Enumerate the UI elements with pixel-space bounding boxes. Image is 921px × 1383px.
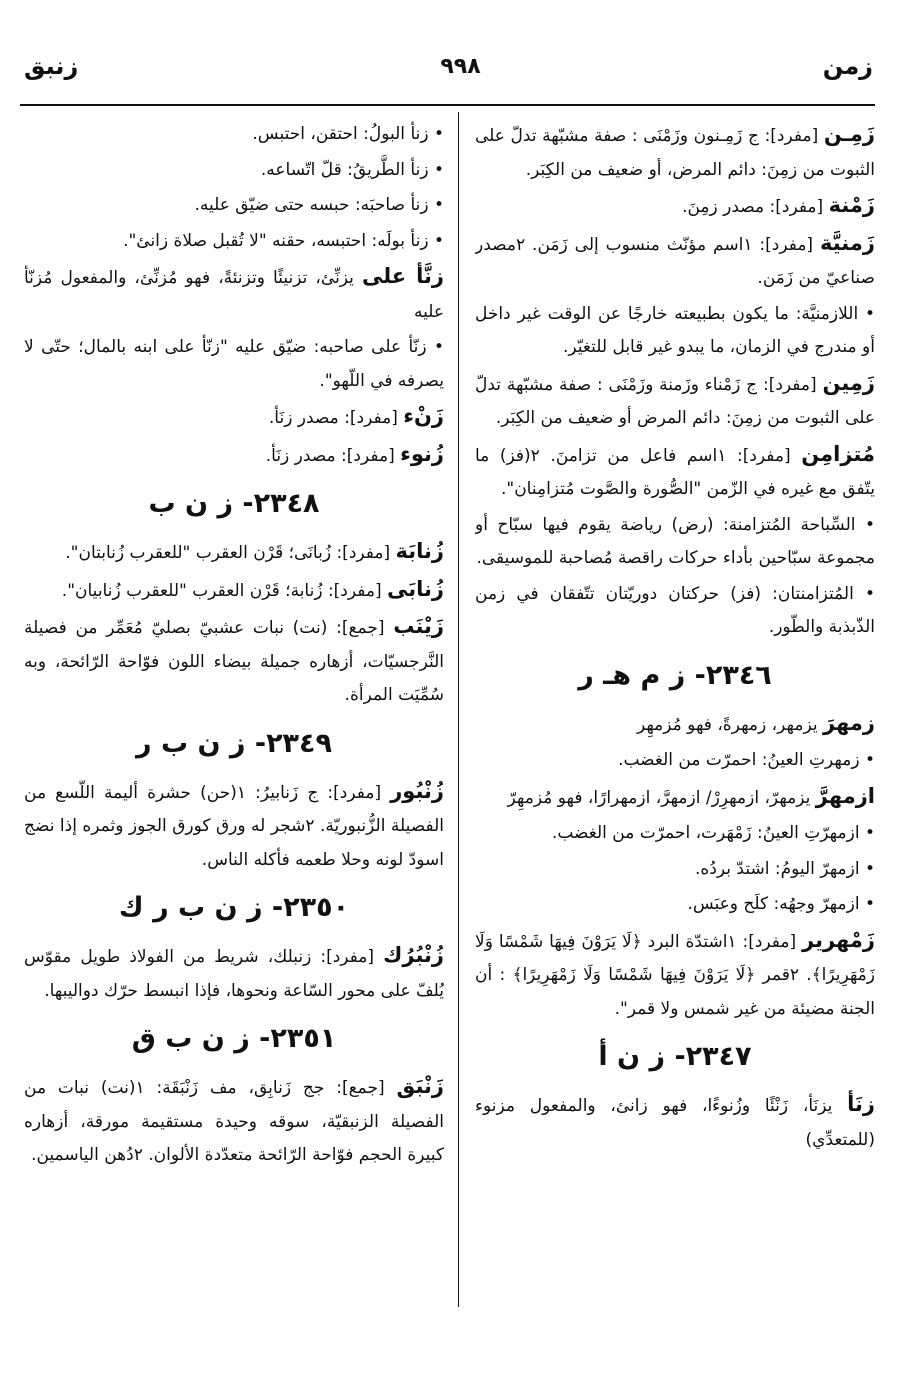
- usage-example: [475, 853, 875, 887]
- entry-definition: [مفرد]: ١اسم مؤنّث منسوب إلى زَمَن. ٢مصدر صناعيّ من زَمَن.: [475, 234, 875, 288]
- entry-definition: يزمهر، زمهرةً، فهو مُزمهِر: [636, 714, 823, 735]
- entry-definition: [جمع]: جج زَنابِق، مف زَنْبَقَة: ١(نت) نبات من الفصيلة الزنبقيّة، سوقه وحيدة مستقيمة مورقة، أزهاره كبيرة الحجم فوّاحة الرّائحة متعدّدة الألوان. ٢دُهن الياسمين.: [24, 1078, 444, 1165]
- dictionary-entry: [475, 707, 875, 743]
- dictionary-entry: [24, 260, 444, 329]
- entry-headword: زَيْنَب: [393, 614, 444, 638]
- left-column: [24, 118, 444, 1308]
- usage-example: [24, 118, 444, 152]
- entry-headword: زَنْبَق: [396, 1074, 444, 1098]
- entry-definition: [مفرد]: مصدر زمِنَ.: [682, 197, 829, 217]
- usage-example: [475, 744, 875, 778]
- entry-headword: زَمْنة: [828, 193, 875, 217]
- header-right-word: زمن: [822, 52, 873, 80]
- usage-text: اللازمنيَّة: ما يكون بطبيعته خارجًا عن الوقت غير داخل أو مندرج في الزمان، ما يبدو غير قابل للتغيّر.: [475, 303, 875, 357]
- entry-headword: زَمنيَّة: [820, 230, 875, 255]
- usage-text: زنأ صاحبَه: حبسه حتى ضيّق عليه.: [194, 195, 429, 215]
- entry-definition: [مفرد]: زنبلك، شريط من الفولاذ طويل مقوّس يُلفّ على محور السّاعة ونحوها، فإذا انبسط حرّك دواليبها.: [24, 947, 444, 1001]
- dictionary-entry: [475, 924, 875, 1027]
- entry-headword: زُنْبُرُك: [383, 943, 444, 967]
- usage-text: المُتزامنتان: (فز) حركتان دوريّتان تتّفقان في زمن الذّبذبة والطّور.: [475, 583, 875, 637]
- usage-example: [24, 225, 444, 259]
- entry-definition: [مفرد]: ١اشتدّة البرد ﴿لَا يَرَوْنَ فِيهَا شَمْسًا وَلَا زَمْهَرِيرًا﴾. ٢قمر ﴿لَا يَرَوْنَ فِيهَا شَمْسًا وَلَا زَمْهَرِيرًا﴾ : أن الجنة مضيئة من غير شمس ولا قمر".: [475, 931, 875, 1019]
- header-left-word: زنبق: [24, 52, 79, 80]
- usage-text: ازمهرّ وجهُه: كلَح وعبَس.: [687, 894, 860, 914]
- usage-text: ازمهرّ اليومُ: اشتدّ بردُه.: [695, 858, 860, 879]
- usage-text: ازمهرّتِ العينُ: زَمْهَرت، احمرّت من الغضب.: [551, 823, 860, 843]
- usage-text: زنّأ على صاحبه: ضيّق عليه "زنّأ على ابنه بالمال؛ حتّى لا يصرفه في اللّهو".: [24, 337, 444, 391]
- entry-headword: زَمِين: [822, 370, 875, 395]
- entry-definition: يزنَأ، زَنْئًا وزُنوءًا، فهو زانئ، والمفعول مزنوء (للمتعدِّي): [475, 1096, 875, 1150]
- entry-definition: [جمع]: (نت) نبات عشبيّ بصليّ مُعَمِّر من فصيلة النَّرجسيّات، أزهاره جميلة بيضاء اللون فوّاحة الرّائحة، وبه سُمِّيَت المرأة.: [24, 618, 444, 705]
- dictionary-entry: [24, 438, 444, 474]
- usage-example: [24, 154, 444, 188]
- header-rule: [20, 104, 875, 106]
- dictionary-entry: [475, 189, 875, 225]
- entry-headword: زنَّأ على: [361, 264, 444, 288]
- entry-definition: [مفرد]: مصدر زنَأ.: [268, 408, 404, 428]
- entry-headword: زَمِـن: [823, 122, 875, 146]
- usage-text: زنأ بولَه: احتبسه، حقنه "لا تُقبل صلاة زانئ".: [123, 230, 429, 251]
- dictionary-entry: [475, 1088, 875, 1157]
- root-section-heading: ٢٣٤٦- ز م هـ ر: [578, 659, 772, 691]
- usage-example: [475, 509, 875, 576]
- dictionary-entry: [475, 438, 875, 507]
- entry-definition: [مفرد]: زُبانَى؛ قَرْن العقرب "للعقرب زُنابتان".: [65, 543, 396, 563]
- usage-text: زمهرتِ العينُ: احمرّت من الغضب.: [618, 750, 860, 770]
- page-number: ٩٩٨: [440, 54, 481, 79]
- entry-headword: زُنابَة: [395, 539, 444, 563]
- dictionary-entry: [24, 1070, 444, 1173]
- usage-example: [475, 298, 875, 365]
- entry-definition: [مفرد]: ١اسم فاعل من تزامنَ. ٢(فز) ما يتّفق مع غيره في الزّمن "الصُّورة والصَّوت مُتزامِنان".: [475, 445, 875, 499]
- usage-example: [475, 578, 875, 645]
- usage-example: [24, 331, 444, 398]
- dictionary-entry: [24, 610, 444, 713]
- dictionary-entry: [24, 400, 444, 436]
- dictionary-entry: [475, 367, 875, 436]
- entry-definition: يزمهرّ، ازمهرِرْ/ ازمهرَّ، ازمهرارًا، فهو مُزمهِرّ: [507, 787, 816, 808]
- dictionary-entry: [475, 780, 875, 816]
- usage-text: زنأ البولُ: احتقن، احتبس.: [252, 124, 429, 144]
- usage-text: السِّباحة المُتزامنة: (رض) رياضة يقوم فيها سبّاح أو مجموعة سبّاحين بأداء حركات راقصة مُصاحبة للموسيقى.: [475, 514, 875, 568]
- root-section-heading: ٢٣٤٨- ز ن ب: [148, 488, 320, 519]
- dictionary-entry: [475, 118, 875, 187]
- root-section-heading: ٢٣٥٠- ز ن ب ر ك: [118, 892, 350, 923]
- entry-definition: [مفرد]: ج زَمِـنون وزَمْنَى : صفة مشبّهة تدلّ على الثبوت من زمِنَ: دائم المرض، أو ضعيف من الكِبَر.: [475, 126, 875, 180]
- entry-headword: زَنْء: [403, 404, 444, 428]
- entry-headword: زُنْبُور: [390, 778, 444, 803]
- entry-headword: مُتزامِن: [801, 441, 875, 466]
- entry-definition: [مفرد]: ج زَنابيرُ: ١(حن) حشرة أليمة اللّسع من الفصيلة الزُّنبوريّة. ٢شجر له ورق كورق الجوز وثمره إذا نضج اسودّ لونه وحلا طعمه فأكله الناس.: [24, 782, 444, 870]
- entry-headword: ازمهرَّ: [815, 783, 875, 808]
- usage-example: [475, 888, 875, 922]
- entry-definition: [مفرد]: ج زَمْناء وزَمنة وزَمْنَى : صفة مشبّهة تدلّ على الثبوت من زمِنَ: دائم المرض أو ضعيف من الكِبَر.: [475, 374, 875, 428]
- usage-text: زنأ الطَّريقُ: قلّ اتّساعه.: [260, 159, 429, 180]
- entry-headword: زَمْهرير: [802, 927, 875, 952]
- entry-headword: زُنوء: [400, 441, 444, 466]
- root-section-heading: ٢٣٤٩- ز ن ب ر: [136, 727, 332, 759]
- entry-headword: زنَأ: [847, 1092, 875, 1116]
- entry-headword: زمهرَ: [822, 710, 875, 735]
- entry-definition: [مفرد]: مصدر زنَأ.: [265, 445, 401, 466]
- dictionary-entry: [24, 535, 444, 571]
- usage-example: [24, 189, 444, 223]
- column-divider: [458, 112, 459, 1307]
- dictionary-entry: [24, 775, 444, 878]
- dictionary-entry: [24, 573, 444, 609]
- entry-definition: يزنِّئ، تزنيئًا وتزنئةً، فهو مُزنِّئ، والمفعول مُزنّأ عليه: [24, 268, 444, 322]
- root-section-heading: ٢٣٤٧- ز ن أ: [598, 1041, 752, 1072]
- entry-definition: [مفرد]: زُنابة؛ قَرْن العقرب "للعقرب زُنابيان".: [61, 580, 387, 601]
- dictionary-entry: [475, 227, 875, 296]
- dictionary-entry: [24, 939, 444, 1008]
- entry-headword: زُنابَى: [387, 576, 444, 601]
- root-section-heading: ٢٣٥١- ز ن ب ق: [131, 1023, 337, 1054]
- right-column: [475, 118, 875, 1308]
- usage-example: [475, 817, 875, 851]
